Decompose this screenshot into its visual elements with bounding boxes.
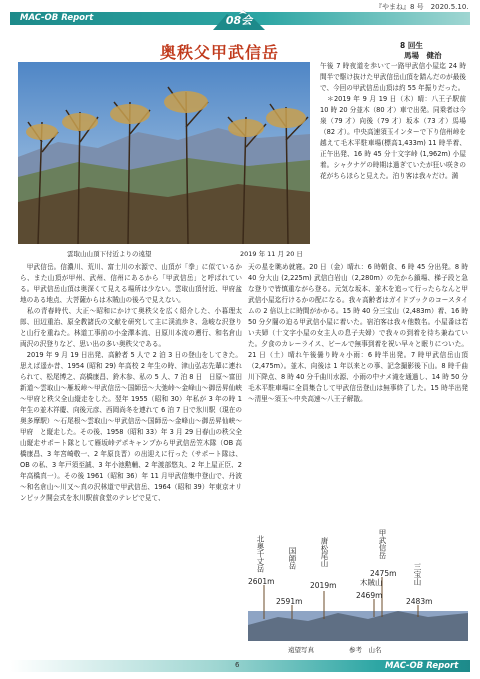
- page-number: 6: [235, 661, 240, 669]
- author-grade: 8 回生: [400, 41, 423, 50]
- group-badge-label: 08会: [225, 14, 253, 27]
- author-name: 馬場 健治: [404, 51, 442, 60]
- peak-elevation: 2601m: [248, 577, 275, 586]
- article-title: 奥秩父甲武信岳: [160, 43, 280, 62]
- article-text-left-column: 甲武信岳。信濃川、荒川、富士川の水源で、山頂が「拳」に似ているから、また山頂が甲州、武州、信州にあるから「甲武信岳」と呼ばれている。甲武信岳山頂は奥深くて見える場所は少ない。雲取山頂付近、甲府盆地のある地点、大菩薩からは木賊山の後ろで見えない。 私の青春時代、大正～昭和にかけて奥秩父を広く紹介した、小暮理太郎、田辺重治、原全教諸氏の文献を研究して主に渓流歩き、急峻な沢登りと山行を重ねた。林道工事前の小金澤本流、日原川本流の遡行、和名倉山両沢の沢登りなど、思い出の多い奥秩父である。 2019 年 9 月 19 日出発、高齢者 5 人で 2 泊 3 日の登山をしてきた。思えば遥か昔、1954 (昭和 29) 年高校 2 年生の時、津山弘志先輩に連れられて、松尾博之、高橋康昌、鈴木参、私の 5 人、7 泊 8 日 日原～富田新道～雲取山～雁坂峠～甲武信岳～国師岳～大弛峠～金峰山～御岳昇仙峡～甲府と秩父全山縦走をした。翌年 1955（昭和 30）年私が 3 年の時 1 年生の並木祥慶、向後元彦、西岡尚冬を連れて 6 泊 7 日で氷川駅（現在の奥多摩駅）～石尾根～雲取山～甲武信岳～国師岳～金峰山～御岳昇仙峡～甲府 と縦走した。その後、1958（昭和 33）年 3 月 29 日春山の秩父全山縦走サポート隊として雁坂峠デポキャンプから甲武信岳笠木隊（OB 高橋康昌、3 年宮崎敬一、2 年原良晋）の出迎えに行った（サポート隊は、OB の私、3 年戸須至誠、3 年小池勲輔、2 年渡部悠丸、2 年上屋正臣、2 年高橋真一）。その後 1961（昭和 36）年 11 月甲武信集中登山で、丹波～和名倉山～川又～真の沢林道で甲武信岳、1964（昭和 39）年東京オリンピック開会式を氷川駅前食堂のテレビで見て、: [20, 263, 242, 502]
- issue-label: 『やまね』8 号 2020.5.10.: [375, 3, 469, 11]
- diagram-caption: 遠望写真: [288, 646, 314, 654]
- peak-elevation: 2591m: [276, 597, 303, 606]
- peak-name: 三宝山: [413, 563, 422, 586]
- peak-elevation: 2469m: [356, 591, 383, 600]
- article-text-right-column: 天の星を眺め就寝。20 日（金）晴れ：6 時朝食、6 時 45 分出発。8 時 40 分大山 (2,225m) 武信白岩山（2,280m）の先から鎖場、梯子段と急な登りで皆慎重ながら登る。元気な坂本、並木を追って行ったらなんと甲武信小屋迄行けるかの配になる。我々高齢者はガイドブックのコースタイムの 2 倍以上に時間がかかる。15 時 40 分三宝山（2,483m）着、16 時 50 分夕闇の迫る甲武信小屋に着いた。宿泊客は我々他数名。小屋番は若い夫婦（十文字小屋の女主人の息子夫婦）で我々の到着を待ち兼ねていた。夕食のカレーライス、ビールで無事到着を祝い早々と眠りについた。21 日（土）晴れ午後曇り時々小雨：6 時半出発。7 時甲武信岳山頂（2,475m）。並木、向後は 1 年以来との事、記念撮影後下山。8 時千曲川下降点、8 時 40 分千曲川水源、小雨の中ナメ滝を通過し、14 時 50 分毛木平駐車場に全員集合して甲武信岳登山は無事終了した。15 時半出発～清里～須玉～中央高速～八王子解散。: [248, 263, 468, 403]
- mountain-photo: [18, 62, 310, 244]
- peak-name: 北奥千丈岳: [256, 535, 265, 573]
- mountain-diagram: [248, 529, 468, 645]
- peak-elevation: 2019m: [310, 581, 337, 590]
- footer-title: MAC-OB Report: [385, 661, 459, 671]
- peak-elevation: 2475m: [370, 569, 397, 578]
- diagram-caption-reference: 参考 山名: [349, 646, 382, 654]
- peak-elevation: 2483m: [406, 597, 433, 606]
- peak-name: 唐松尾山: [320, 537, 329, 567]
- peak-name: 国師岳: [288, 547, 297, 570]
- photo-date: 2019 年 11 月 20 日: [240, 250, 303, 258]
- article-text-right-top: 午後 7 時夜道を歩いて一路甲武信小屋迄 24 時間半で駆け抜けた甲武信岳山頂を踏んだのが最後で、今回の甲武信岳山頂は約 55 年振りだった。 ＊2019 年 9 月 19 日（木）晴：八王子駅前 10 時 20 分並木（80 才）車で出発。同乗者は今泉（79 才）向後（79 才）坂本（73 才）馬場（82 才）。中央高速須玉インターで下り信州峠を越えて毛木平駐車場(標高1,433m) 11 時半着、正午出発、16 時 45 分十文字峠 (1,962m) 小屋着。シャクナゲの時期は過ぎていたが狂い咲きの花がちらほらと見えた。泊り客は我々だけ。満: [320, 62, 466, 180]
- peak-name: 木賊山: [360, 578, 383, 587]
- photo-caption: 雲取山山頂下付近よりの遠望: [67, 250, 152, 258]
- header-title: MAC-OB Report: [20, 13, 94, 23]
- peak-name: 甲武信岳: [378, 529, 387, 559]
